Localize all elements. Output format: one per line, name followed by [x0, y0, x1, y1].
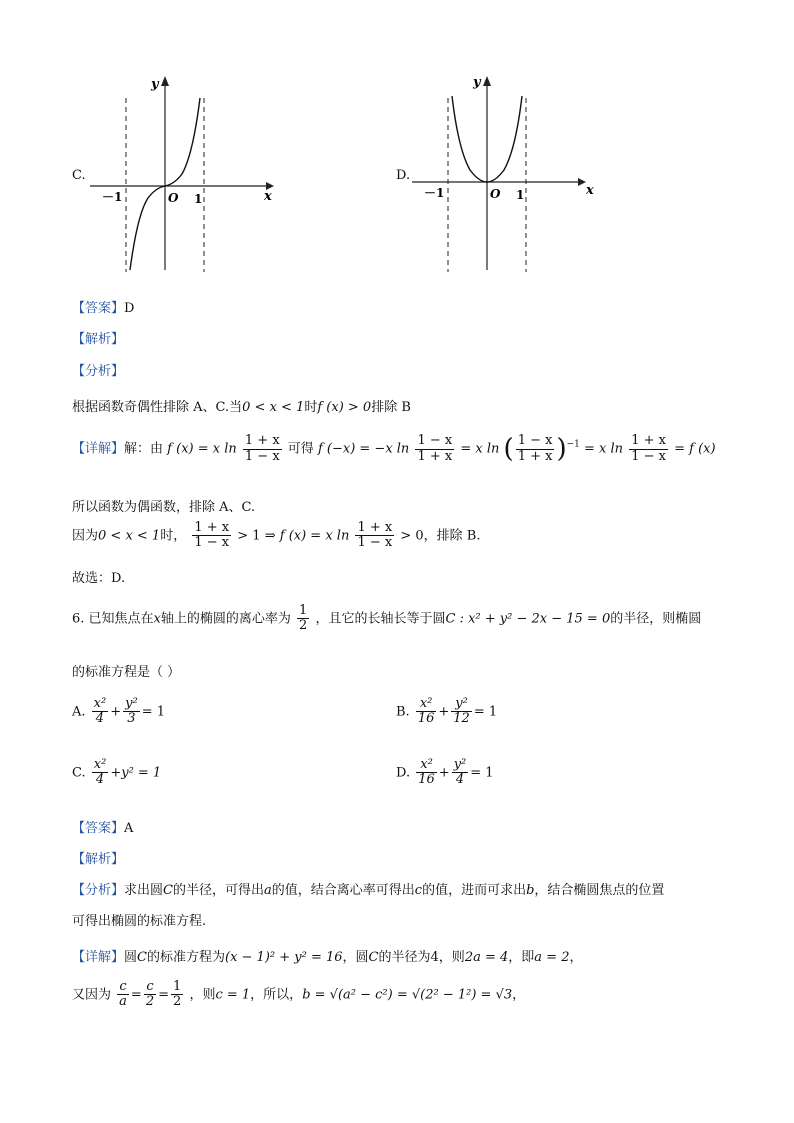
formula: > 1 ⇒	[237, 528, 276, 544]
fraction: $\frac{1 - x}{1 + x}$	[417, 433, 453, 464]
graph-d	[410, 70, 600, 280]
q6-detail-line1: 【详解】圆C的标准方程为(x − 1)² + y² = 16，圆C的半径为4，则2a = 4，即a = 2，	[72, 950, 583, 965]
detail-tag: 【详解】	[72, 950, 125, 965]
fenxi-tag: 【分析】	[72, 883, 125, 898]
q5-because-line	[72, 521, 481, 551]
x-arrow-icon	[578, 178, 586, 186]
formula: > 0	[400, 528, 424, 544]
tick-1: 1	[194, 192, 203, 206]
origin-label: O	[168, 191, 179, 205]
y-label: y	[151, 77, 159, 92]
fraction: $\frac{1 + x}{1 - x}$	[357, 520, 393, 551]
answer-value: D	[124, 301, 135, 316]
analysis-text: 根据函数奇偶性排除 A、C.当	[72, 400, 243, 415]
tick-neg1: －1	[424, 186, 445, 200]
formula: f (x) = x ln	[167, 441, 237, 457]
fraction: $\frac{1 + x}{1 - x}$	[244, 433, 280, 464]
q6-option-c: C. $\frac{\text{x²}}{4}$ +y² = 1	[72, 757, 162, 788]
option-label: C.	[72, 765, 86, 781]
q5-detail-line: 【详解】解：由 f (x) = x ln $\frac{1 + x}{1 - x}$ 可得 f (−x) = −x ln $\frac{1 - x}{1 + x}$ = x ln ( $\frac{1 - x}{1 + x}$ )$^{-1}$ = x ln $\frac{1 + x}{1 - x}$ = f (x)	[72, 433, 716, 464]
text: 因为	[72, 528, 99, 544]
y-arrow-icon	[483, 76, 491, 86]
analysis-text: 排除 B	[371, 400, 411, 415]
exponent: −1	[566, 439, 580, 450]
detail-tag: 【详解】	[72, 441, 125, 457]
formula: = x ln	[584, 441, 624, 457]
option-c-label: C.	[72, 168, 86, 183]
q6-detail-line2: 又因为 $\frac{c}{a}$ = $\frac{c}{2}$ = $\frac{1}{2}$ ，则c = 1，所以，b = √(a² − c²) = √(2² − 1²) = √3，	[72, 979, 526, 1010]
x-label: x	[586, 183, 594, 198]
text: ，排除 B.	[423, 528, 481, 544]
origin-label: O	[490, 187, 501, 201]
answer-value: A	[124, 821, 134, 836]
option-d-label: D.	[396, 168, 411, 183]
formula: = x ln	[460, 441, 500, 457]
text: 的半径，则椭圆	[610, 611, 702, 627]
option-label: D.	[396, 765, 411, 781]
fraction: $\frac{1 - x}{1 + x}$	[517, 433, 553, 464]
var-x: x	[153, 611, 161, 627]
q6-option-d: D. $\frac{\text{x²}}{16}$ + $\frac{\text{y²}}{4}$ = 1	[396, 757, 494, 788]
formula: 0 < x < 1	[98, 528, 161, 544]
option-label: B.	[396, 704, 410, 720]
analysis-f: f (x) > 0	[317, 400, 372, 415]
text: 可得	[287, 441, 314, 457]
fenxi-tag: 【分析】	[72, 364, 125, 379]
y-label: y	[473, 75, 481, 90]
q6-analysis-line1: 【分析】求出圆C的半径，可得出a的值，结合离心率可得出c的值，进而可求出b，结合椭圆焦点的位置	[72, 883, 665, 898]
graph-c	[88, 70, 278, 280]
text: ，且它的长轴长等于圆	[315, 611, 446, 627]
fraction: $\frac{1 + x}{1 - x}$	[194, 520, 230, 551]
q5-choose: 故选：D.	[72, 571, 126, 586]
y-arrow-icon	[161, 76, 169, 86]
answer-tag: 【答案】	[72, 301, 125, 316]
fraction: $\frac{1}{2}$	[299, 603, 308, 634]
analysis-text: 时	[304, 400, 318, 415]
analysis-cond: 0 < x < 1	[242, 400, 305, 415]
jiexi-tag: 【解析】	[72, 332, 125, 347]
q6-stem-line1	[72, 604, 701, 634]
q6-answer-line	[72, 817, 133, 836]
x-label: x	[264, 189, 272, 204]
q6-stem-line2: 的标准方程是（ ）	[72, 665, 181, 680]
tick-1: 1	[516, 188, 525, 202]
q5-answer-line	[72, 297, 134, 316]
tick-neg1: －1	[102, 190, 123, 204]
q5-even-line: 所以函数为偶函数，排除 A、C.	[72, 500, 256, 515]
q5-analysis	[72, 396, 411, 415]
text: 时，	[160, 528, 187, 544]
formula: = f (x)	[674, 441, 716, 457]
fraction: $\frac{1 + x}{1 - x}$	[631, 433, 666, 464]
jiexi-tag: 【解析】	[72, 852, 125, 867]
text: 轴上的椭圆的离心率为	[160, 611, 291, 627]
text: 6. 已知焦点在	[72, 611, 154, 627]
q6-option-b: B. $\frac{\text{x²}}{16}$ + $\frac{\text{y²}}{12}$ = 1	[396, 696, 498, 727]
detail-intro: 解：由	[124, 441, 164, 457]
q6-analysis-line2: 可得出椭圆的标准方程.	[72, 914, 207, 929]
circle-equation: C : x² + y² − 2x − 15 = 0	[445, 611, 611, 627]
formula: f (x) = x ln	[279, 528, 350, 544]
option-label: A.	[72, 704, 86, 720]
q6-option-a: A. $\frac{\text{x²}}{4}$ + $\frac{\text{y²}}{3}$ = 1	[72, 696, 165, 727]
formula: f (−x) = −x ln	[317, 441, 410, 457]
answer-tag: 【答案】	[72, 821, 125, 836]
